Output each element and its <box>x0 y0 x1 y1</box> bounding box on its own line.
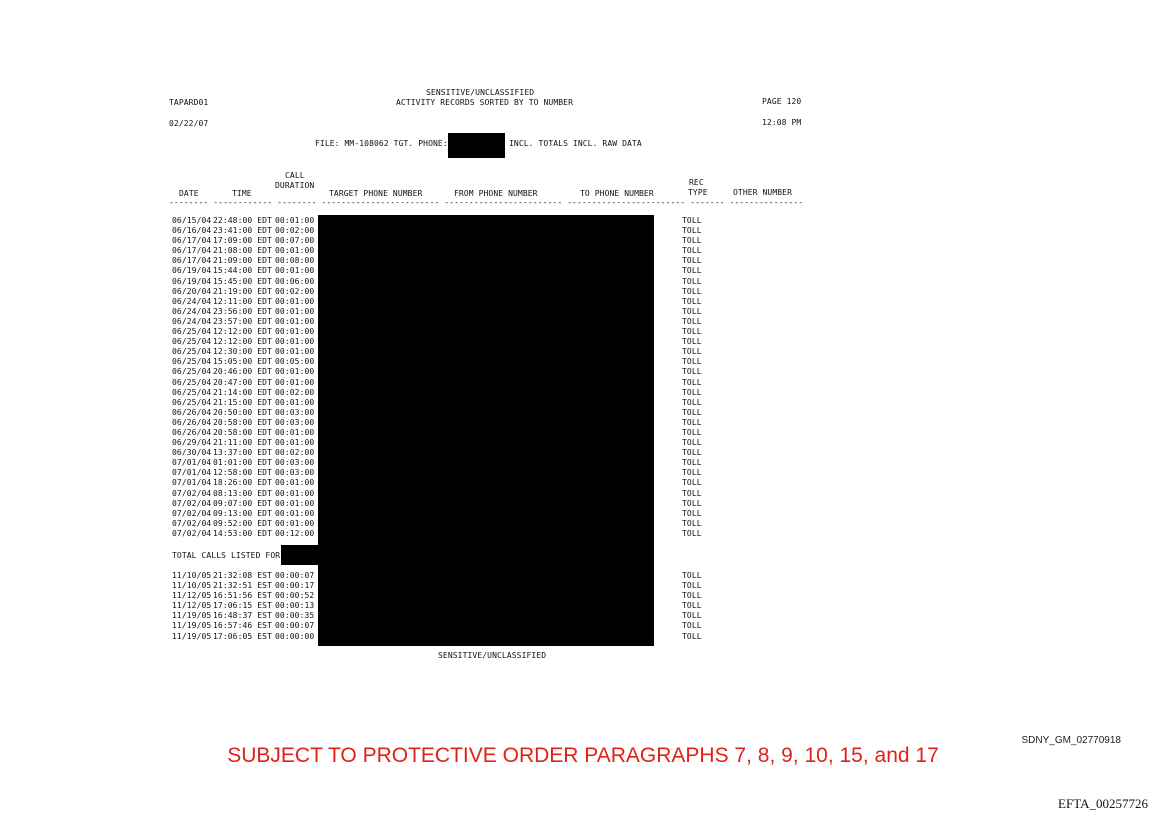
table-row <box>172 287 732 297</box>
row-time: 15:44:00 EDT <box>213 266 272 276</box>
row-time: 12:11:00 EDT <box>213 296 272 306</box>
row-duration: 00:08:00 <box>275 256 315 266</box>
row-time: 22:48:00 EDT <box>213 216 272 225</box>
row-duration: 00:01:00 <box>275 377 315 387</box>
row-rec-type: TOLL <box>682 631 702 641</box>
col-other-number: OTHER NUMBER <box>733 188 792 197</box>
row-duration: 00:00:00 <box>275 631 315 641</box>
row-rec-type: TOLL <box>682 571 702 580</box>
row-date: 06/17/04 <box>172 256 212 266</box>
row-rec-type: TOLL <box>682 397 702 407</box>
file-line-prefix: FILE: MM-108062 TGT. PHONE: <box>315 139 448 148</box>
row-duration: 00:00:52 <box>275 591 315 601</box>
row-time: 21:19:00 EDT <box>213 286 272 296</box>
table-row <box>172 571 732 581</box>
row-duration: 00:01:00 <box>275 266 315 276</box>
row-time: 01:01:00 EDT <box>213 458 272 468</box>
row-date: 06/19/04 <box>172 266 212 276</box>
row-time: 23:57:00 EDT <box>213 316 272 326</box>
table-row <box>172 357 732 367</box>
row-duration: 00:00:17 <box>275 581 315 591</box>
row-duration: 00:01:00 <box>275 508 315 518</box>
row-date: 07/02/04 <box>172 508 212 518</box>
row-date: 07/01/04 <box>172 468 212 478</box>
row-duration: 00:00:07 <box>275 571 315 580</box>
row-rec-type: TOLL <box>682 246 702 256</box>
row-time: 13:37:00 EDT <box>213 448 272 458</box>
col-call: CALL <box>285 171 305 180</box>
row-rec-type: TOLL <box>682 276 702 286</box>
row-duration: 00:01:00 <box>275 438 315 448</box>
table-row <box>172 448 732 458</box>
row-rec-type: TOLL <box>682 316 702 326</box>
row-date: 06/15/04 <box>172 216 212 225</box>
row-duration: 00:01:00 <box>275 488 315 498</box>
row-date: 06/26/04 <box>172 417 212 427</box>
row-time: 14:53:00 EDT <box>213 528 272 538</box>
row-rec-type: TOLL <box>682 377 702 387</box>
row-date: 06/24/04 <box>172 316 212 326</box>
row-rec-type: TOLL <box>682 591 702 601</box>
table-row <box>172 581 732 591</box>
table-row <box>172 256 732 266</box>
row-rec-type: TOLL <box>682 286 702 296</box>
row-rec-type: TOLL <box>682 347 702 357</box>
row-rec-type: TOLL <box>682 488 702 498</box>
row-time: 12:12:00 EDT <box>213 327 272 337</box>
row-date: 06/17/04 <box>172 246 212 256</box>
row-duration: 00:01:00 <box>275 306 315 316</box>
row-rec-type: TOLL <box>682 337 702 347</box>
row-time: 21:32:08 EST <box>213 571 272 580</box>
row-time: 16:48:37 EST <box>213 611 272 621</box>
row-duration: 00:02:00 <box>275 226 315 236</box>
row-date: 06/25/04 <box>172 387 212 397</box>
table-row <box>172 347 732 357</box>
table-row <box>172 367 732 377</box>
total-calls-label: TOTAL CALLS LISTED FOR <box>172 551 281 560</box>
row-date: 07/02/04 <box>172 498 212 508</box>
row-date: 06/25/04 <box>172 397 212 407</box>
row-duration: 00:02:00 <box>275 286 315 296</box>
row-duration: 00:01:00 <box>275 367 315 377</box>
row-time: 21:14:00 EDT <box>213 387 272 397</box>
row-time: 21:09:00 EDT <box>213 256 272 266</box>
table-row <box>172 478 732 488</box>
row-rec-type: TOLL <box>682 427 702 437</box>
row-duration: 00:01:00 <box>275 347 315 357</box>
table-row <box>172 236 732 246</box>
row-rec-type: TOLL <box>682 357 702 367</box>
row-duration: 00:00:13 <box>275 601 315 611</box>
row-date: 11/19/05 <box>172 621 212 631</box>
row-duration: 00:03:00 <box>275 468 315 478</box>
row-time: 20:58:00 EDT <box>213 417 272 427</box>
row-time: 12:12:00 EDT <box>213 337 272 347</box>
table-row <box>172 337 732 347</box>
row-time: 17:09:00 EDT <box>213 236 272 246</box>
file-line-suffix: INCL. TOTALS INCL. RAW DATA <box>509 139 642 148</box>
row-time: 12:30:00 EDT <box>213 347 272 357</box>
col-target-phone: TARGET PHONE NUMBER <box>329 189 423 198</box>
table-row <box>172 246 732 256</box>
row-date: 06/19/04 <box>172 276 212 286</box>
table-row <box>172 458 732 468</box>
row-date: 07/02/04 <box>172 488 212 498</box>
row-date: 07/02/04 <box>172 518 212 528</box>
row-time: 15:05:00 EDT <box>213 357 272 367</box>
row-time: 12:58:00 EDT <box>213 468 272 478</box>
row-time: 09:52:00 EDT <box>213 518 272 528</box>
classification-header: SENSITIVE/UNCLASSIFIED <box>426 88 535 97</box>
row-time: 20:50:00 EDT <box>213 407 272 417</box>
row-duration: 00:02:00 <box>275 387 315 397</box>
row-rec-type: TOLL <box>682 601 702 611</box>
row-rec-type: TOLL <box>682 306 702 316</box>
row-duration: 00:01:00 <box>275 316 315 326</box>
row-date: 06/25/04 <box>172 367 212 377</box>
table-row <box>172 519 732 529</box>
table-row <box>172 428 732 438</box>
row-date: 06/26/04 <box>172 427 212 437</box>
row-rec-type: TOLL <box>682 236 702 246</box>
row-rec-type: TOLL <box>682 498 702 508</box>
table-row <box>172 468 732 478</box>
table-row <box>172 266 732 276</box>
row-duration: 00:01:00 <box>275 478 315 488</box>
row-date: 06/24/04 <box>172 306 212 316</box>
row-date: 11/19/05 <box>172 631 212 641</box>
row-duration: 00:01:00 <box>275 246 315 256</box>
row-rec-type: TOLL <box>682 226 702 236</box>
redaction-target-phone <box>448 133 505 158</box>
table-row <box>172 327 732 337</box>
report-id: TAPARD01 <box>169 98 209 107</box>
row-date: 06/30/04 <box>172 448 212 458</box>
row-time: 17:06:15 EST <box>213 601 272 611</box>
row-duration: 00:05:00 <box>275 357 315 367</box>
table-row <box>172 378 732 388</box>
protective-order-notice: SUBJECT TO PROTECTIVE ORDER PARAGRAPHS 7, 8, 9, 10, 15, and 17 <box>227 744 939 767</box>
row-time: 23:56:00 EDT <box>213 306 272 316</box>
table-row <box>172 438 732 448</box>
row-date: 06/17/04 <box>172 236 212 246</box>
table-row <box>172 408 732 418</box>
row-rec-type: TOLL <box>682 458 702 468</box>
row-date: 06/20/04 <box>172 286 212 296</box>
separator-line: -------- ------------ -------- ------------------------ ------------------------ ------------------------ ------- --------------- <box>169 198 804 207</box>
table-row <box>172 388 732 398</box>
row-rec-type: TOLL <box>682 266 702 276</box>
report-title: ACTIVITY RECORDS SORTED BY TO NUMBER <box>396 98 573 107</box>
row-date: 07/01/04 <box>172 478 212 488</box>
row-time: 21:15:00 EDT <box>213 397 272 407</box>
row-time: 21:08:00 EDT <box>213 246 272 256</box>
table-row <box>172 632 732 642</box>
report-time: 12:08 PM <box>762 118 802 127</box>
row-duration: 00:03:00 <box>275 417 315 427</box>
row-date: 11/10/05 <box>172 571 212 580</box>
table-row <box>172 418 732 428</box>
row-date: 06/25/04 <box>172 337 212 347</box>
table-row <box>172 591 732 601</box>
table-row <box>172 499 732 509</box>
row-time: 20:47:00 EDT <box>213 377 272 387</box>
row-time: 09:07:00 EDT <box>213 498 272 508</box>
row-date: 11/10/05 <box>172 581 212 591</box>
table-row <box>172 529 732 539</box>
row-date: 06/25/04 <box>172 327 212 337</box>
row-date: 07/02/04 <box>172 528 212 538</box>
table-row <box>172 226 732 236</box>
table-row <box>172 398 732 408</box>
col-duration: DURATION <box>275 181 315 190</box>
row-rec-type: TOLL <box>682 448 702 458</box>
row-time: 18:26:00 EDT <box>213 478 272 488</box>
row-date: 07/01/04 <box>172 458 212 468</box>
row-date: 11/12/05 <box>172 601 212 611</box>
table-row <box>172 601 732 611</box>
efta-number: EFTA_00257726 <box>1058 796 1148 811</box>
report-date: 02/22/07 <box>169 119 209 128</box>
table-row <box>172 216 732 226</box>
row-duration: 00:02:00 <box>275 448 315 458</box>
row-rec-type: TOLL <box>682 327 702 337</box>
row-rec-type: TOLL <box>682 528 702 538</box>
redaction-total-for <box>281 545 318 565</box>
row-time: 16:51:56 EST <box>213 591 272 601</box>
table-row <box>172 611 732 621</box>
page-number: PAGE 120 <box>762 97 802 106</box>
row-duration: 00:01:00 <box>275 518 315 528</box>
row-rec-type: TOLL <box>682 478 702 488</box>
bates-number: SDNY_GM_02770918 <box>1021 735 1121 746</box>
row-rec-type: TOLL <box>682 468 702 478</box>
row-duration: 00:01:00 <box>275 427 315 437</box>
row-rec-type: TOLL <box>682 611 702 621</box>
row-rec-type: TOLL <box>682 367 702 377</box>
row-duration: 00:07:00 <box>275 236 315 246</box>
row-rec-type: TOLL <box>682 508 702 518</box>
row-duration: 00:01:00 <box>275 296 315 306</box>
row-duration: 00:01:00 <box>275 397 315 407</box>
row-time: 20:46:00 EDT <box>213 367 272 377</box>
col-to-phone: TO PHONE NUMBER <box>580 189 654 198</box>
row-duration: 00:00:07 <box>275 621 315 631</box>
table-row <box>172 317 732 327</box>
row-duration: 00:01:00 <box>275 327 315 337</box>
row-duration: 00:01:00 <box>275 498 315 508</box>
row-time: 16:57:46 EST <box>213 621 272 631</box>
table-row <box>172 509 732 519</box>
col-from-phone: FROM PHONE NUMBER <box>454 189 538 198</box>
row-duration: 00:00:35 <box>275 611 315 621</box>
row-date: 06/25/04 <box>172 377 212 387</box>
col-time: TIME <box>232 189 252 198</box>
row-date: 06/25/04 <box>172 347 212 357</box>
col-rec: REC <box>689 178 704 187</box>
row-rec-type: TOLL <box>682 256 702 266</box>
row-date: 11/12/05 <box>172 591 212 601</box>
table-row <box>172 489 732 499</box>
row-duration: 00:01:00 <box>275 337 315 347</box>
table-row <box>172 277 732 287</box>
row-duration: 00:01:00 <box>275 216 315 225</box>
row-time: 20:58:00 EDT <box>213 427 272 437</box>
row-time: 09:13:00 EDT <box>213 508 272 518</box>
row-rec-type: TOLL <box>682 296 702 306</box>
col-type: TYPE <box>688 188 708 197</box>
row-date: 06/16/04 <box>172 226 212 236</box>
table-row <box>172 307 732 317</box>
row-rec-type: TOLL <box>682 438 702 448</box>
row-date: 06/26/04 <box>172 407 212 417</box>
row-time: 21:32:51 EST <box>213 581 272 591</box>
row-date: 06/24/04 <box>172 296 212 306</box>
table-row <box>172 621 732 631</box>
row-rec-type: TOLL <box>682 518 702 528</box>
records-group-1 <box>172 216 732 539</box>
row-time: 15:45:00 EDT <box>213 276 272 286</box>
row-rec-type: TOLL <box>682 216 702 225</box>
table-row <box>172 297 732 307</box>
row-time: 08:13:00 EDT <box>213 488 272 498</box>
row-date: 11/19/05 <box>172 611 212 621</box>
row-duration: 00:06:00 <box>275 276 315 286</box>
row-rec-type: TOLL <box>682 417 702 427</box>
row-date: 06/29/04 <box>172 438 212 448</box>
col-date: DATE <box>179 189 199 198</box>
row-duration: 00:12:00 <box>275 528 315 538</box>
row-time: 21:11:00 EDT <box>213 438 272 448</box>
row-rec-type: TOLL <box>682 621 702 631</box>
row-rec-type: TOLL <box>682 581 702 591</box>
row-time: 23:41:00 EDT <box>213 226 272 236</box>
row-rec-type: TOLL <box>682 407 702 417</box>
row-duration: 00:03:00 <box>275 458 315 468</box>
records-group-2 <box>172 571 732 642</box>
row-duration: 00:03:00 <box>275 407 315 417</box>
row-time: 17:06:05 EST <box>213 631 272 641</box>
row-rec-type: TOLL <box>682 387 702 397</box>
row-date: 06/25/04 <box>172 357 212 367</box>
classification-footer: SENSITIVE/UNCLASSIFIED <box>438 651 547 660</box>
